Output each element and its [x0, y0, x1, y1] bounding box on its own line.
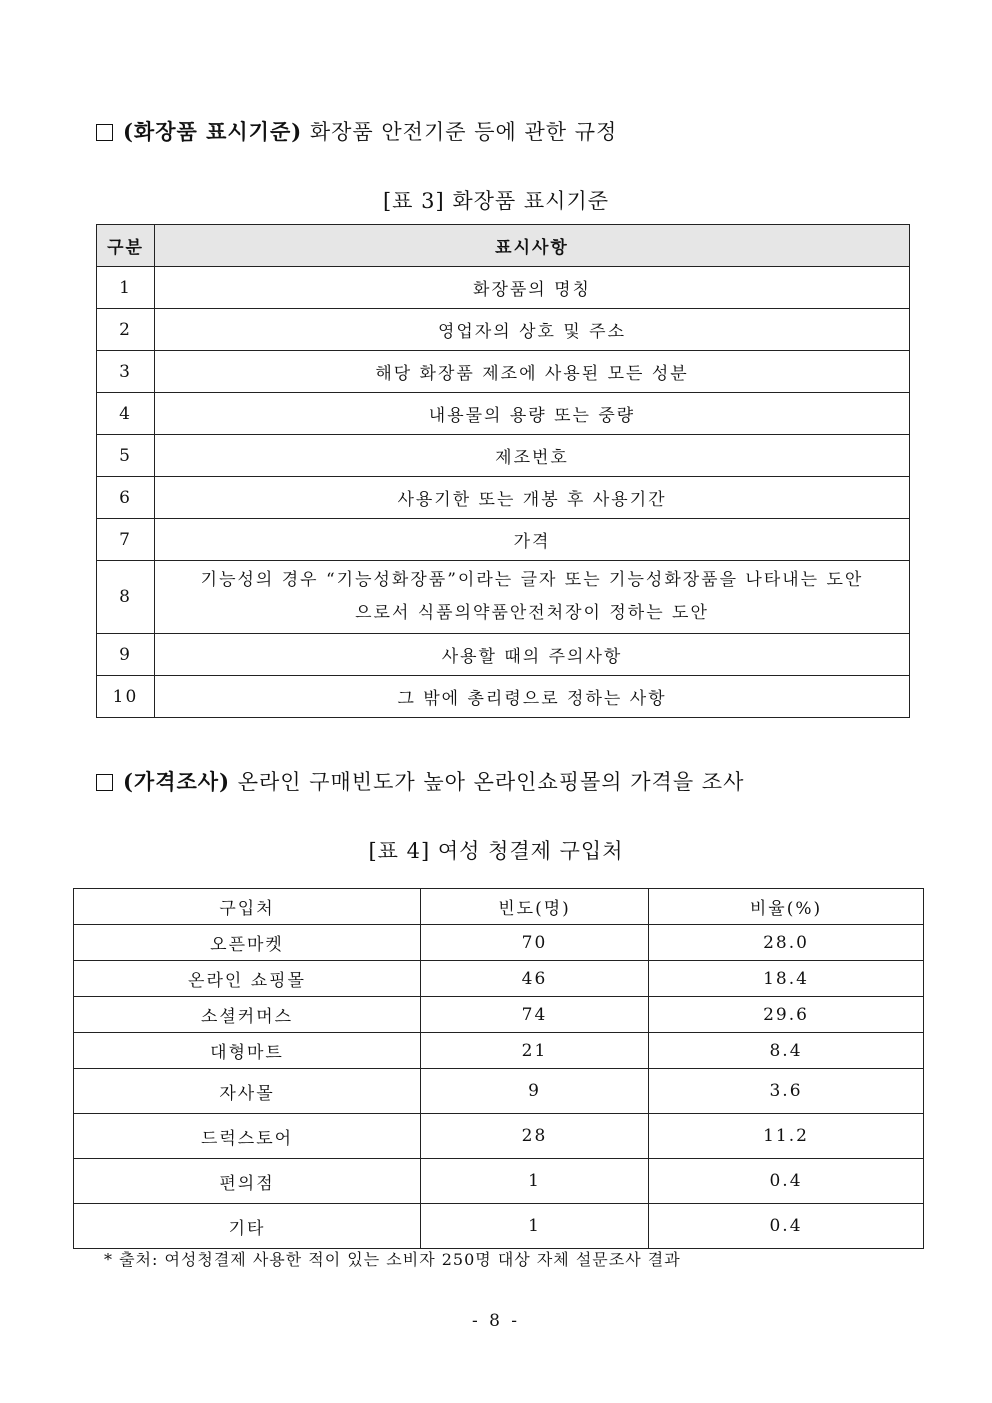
- labeling-standards-table: [96, 224, 910, 718]
- table-row: [97, 309, 910, 351]
- purchase-place: 대형마트: [74, 1033, 421, 1069]
- header-label-items: 표시사항: [155, 225, 910, 267]
- purchase-place: 오픈마켓: [74, 925, 421, 961]
- table-row: [74, 925, 924, 961]
- ratio: 3.6: [649, 1069, 924, 1114]
- purchase-place-table: [73, 888, 924, 1249]
- table-row: [97, 477, 910, 519]
- purchase-place: 드럭스토어: [74, 1114, 421, 1159]
- section-heading-labeling: [96, 116, 617, 146]
- ratio: 29.6: [649, 997, 924, 1033]
- table-row: [74, 1114, 924, 1159]
- row-number: 9: [97, 634, 155, 676]
- row-number: 7: [97, 519, 155, 561]
- frequency: 9: [421, 1069, 649, 1114]
- frequency: 28: [421, 1114, 649, 1159]
- table-row: [74, 997, 924, 1033]
- table3-caption: [표 3] 화장품 표시기준: [382, 189, 610, 213]
- table-row: [74, 1159, 924, 1204]
- row-content: 내용물의 용량 또는 중량: [155, 393, 910, 435]
- table-row: [97, 393, 910, 435]
- purchase-place: 기타: [74, 1204, 421, 1249]
- table-row: [97, 267, 910, 309]
- table-row: [97, 676, 910, 718]
- frequency: 1: [421, 1159, 649, 1204]
- header-purchase-place: 구입처: [74, 889, 421, 925]
- purchase-place: 자사몰: [74, 1069, 421, 1114]
- ratio: 0.4: [649, 1159, 924, 1204]
- row-content: 기능성의 경우 “기능성화장품”이라는 글자 또는 기능성화장품을 나타내는 도안으로서 식품의약품안전처장이 정하는 도안: [155, 561, 910, 634]
- row-number: 5: [97, 435, 155, 477]
- header-frequency: 빈도(명): [421, 889, 649, 925]
- ratio: 11.2: [649, 1114, 924, 1159]
- row-number: 1: [97, 267, 155, 309]
- table-header-row: [97, 225, 910, 267]
- purchase-place: 편의점: [74, 1159, 421, 1204]
- section-heading-bold: (가격조사): [123, 769, 231, 794]
- row-number: 10: [97, 676, 155, 718]
- row-number: 2: [97, 309, 155, 351]
- row-number: 4: [97, 393, 155, 435]
- table-row: [74, 1069, 924, 1114]
- section-heading-text: 온라인 구매빈도가 높아 온라인쇼핑몰의 가격을 조사: [230, 770, 745, 794]
- row-content: 사용할 때의 주의사항: [155, 634, 910, 676]
- table-row: [97, 519, 910, 561]
- section-heading-text: 화장품 안전기준 등에 관한 규정: [302, 120, 618, 144]
- table-row: [97, 634, 910, 676]
- ratio: 8.4: [649, 1033, 924, 1069]
- row-content: 해당 화장품 제조에 사용된 모든 성분: [155, 351, 910, 393]
- row-content: 그 밖에 총리령으로 정하는 사항: [155, 676, 910, 718]
- ratio: 18.4: [649, 961, 924, 997]
- ratio: 0.4: [649, 1204, 924, 1249]
- row-content: 영업자의 상호 및 주소: [155, 309, 910, 351]
- section-heading-price-survey: [96, 766, 744, 796]
- frequency: 21: [421, 1033, 649, 1069]
- frequency: 1: [421, 1204, 649, 1249]
- row-content: 화장품의 명칭: [155, 267, 910, 309]
- row-content: 제조번호: [155, 435, 910, 477]
- table-row: [74, 1033, 924, 1069]
- table-row: [97, 561, 910, 634]
- purchase-place: 소셜커머스: [74, 997, 421, 1033]
- purchase-place: 온라인 쇼핑몰: [74, 961, 421, 997]
- table-row: [74, 961, 924, 997]
- header-category: 구분: [97, 225, 155, 267]
- table4-caption: [표 4] 여성 청결제 구입처: [368, 839, 624, 863]
- frequency: 46: [421, 961, 649, 997]
- table-row: [97, 435, 910, 477]
- checkbox-square-icon: [96, 124, 113, 141]
- row-number: 6: [97, 477, 155, 519]
- section-heading-bold: (화장품 표시기준): [123, 119, 303, 144]
- row-content: 가격: [155, 519, 910, 561]
- checkbox-square-icon: [96, 774, 113, 791]
- row-number: 3: [97, 351, 155, 393]
- source-footnote: * 출처: 여성청결제 사용한 적이 있는 소비자 250명 대상 자체 설문조사 결과: [104, 1250, 681, 1269]
- header-ratio: 비율(%): [649, 889, 924, 925]
- frequency: 74: [421, 997, 649, 1033]
- table-header-row: [74, 889, 924, 925]
- frequency: 70: [421, 925, 649, 961]
- table-row: [97, 351, 910, 393]
- row-number: 8: [97, 561, 155, 634]
- table-row: [74, 1204, 924, 1249]
- row-content: 사용기한 또는 개봉 후 사용기간: [155, 477, 910, 519]
- page-number: - 8 -: [471, 1311, 521, 1331]
- ratio: 28.0: [649, 925, 924, 961]
